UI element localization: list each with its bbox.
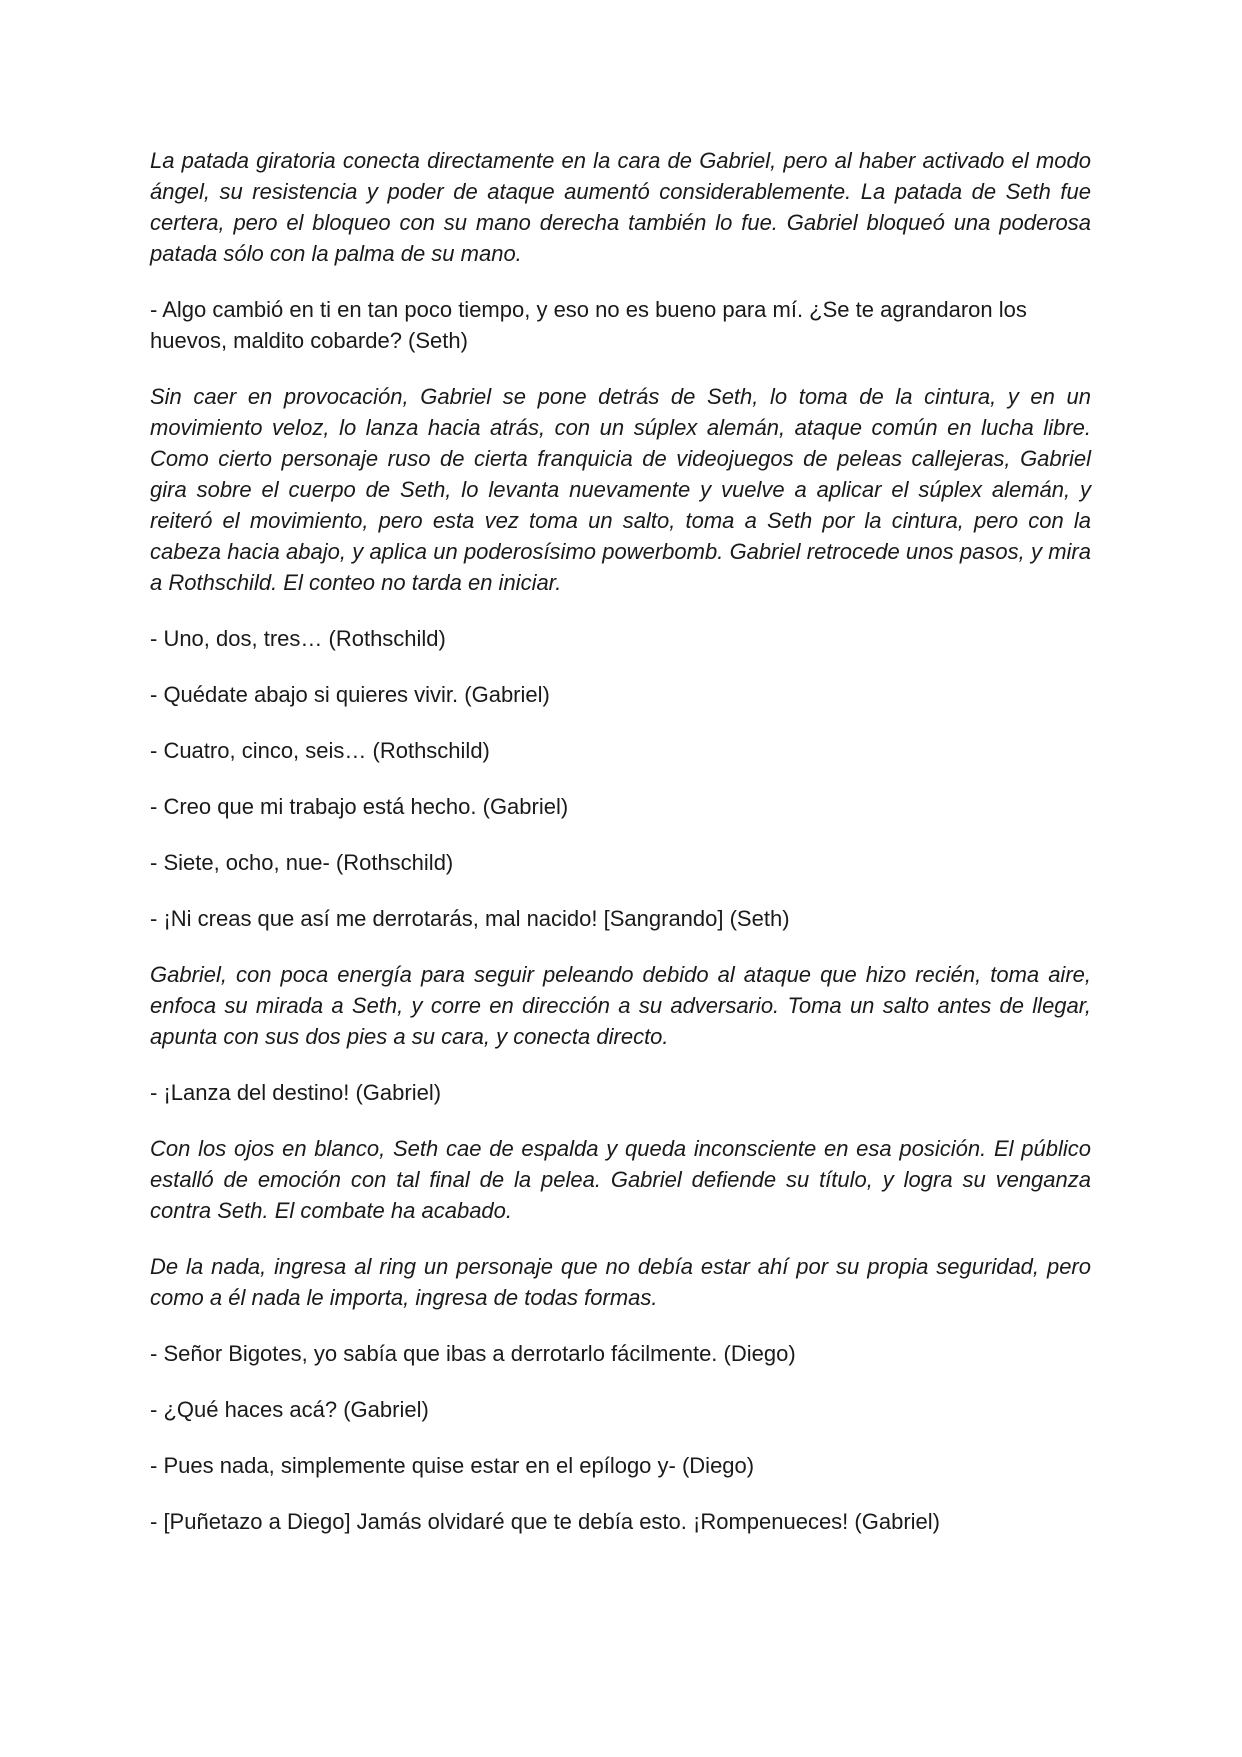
dialogue-line: - ¡Lanza del destino! (Gabriel)	[150, 1080, 442, 1105]
dialogue-line: - Creo que mi trabajo está hecho. (Gabriel)	[150, 794, 569, 819]
dialogue-line: - ¡Ni creas que así me derrotarás, mal nacido! [Sangrando] (Seth)	[150, 906, 790, 931]
document-page	[150, 145, 1091, 1562]
narration-paragraph: La patada giratoria conecta directamente en la cara de Gabriel, pero al haber activado el modo ángel, su resistencia y poder de ataque aumentó considerablemente. La patada de Seth fue certera, pero el bloqueo con su mano derecha también lo fue. Gabriel bloqueó una poderosa patada sólo con la palma de su mano.	[150, 148, 1091, 266]
dialogue-line: - Uno, dos, tres… (Rothschild)	[150, 626, 446, 651]
dialogue-line: - Siete, ocho, nue- (Rothschild)	[150, 850, 454, 875]
dialogue-line: - [Puñetazo a Diego] Jamás olvidaré que te debía esto. ¡Rompenueces! (Gabriel)	[150, 1509, 940, 1534]
dialogue-line: - Señor Bigotes, yo sabía que ibas a derrotarlo fácilmente. (Diego)	[150, 1341, 796, 1366]
narration-paragraph: Con los ojos en blanco, Seth cae de espalda y queda inconsciente en esa posición. El público estalló de emoción con tal final de la pelea. Gabriel defiende su título, y logra su venganza contra Seth. El combate ha acabado.	[150, 1136, 1091, 1223]
narration-paragraph: De la nada, ingresa al ring un personaje que no debía estar ahí por su propia seguridad, pero como a él nada le importa, ingresa de todas formas.	[150, 1254, 1091, 1310]
dialogue-line: - Quédate abajo si quieres vivir. (Gabriel)	[150, 682, 550, 707]
narration-paragraph: Gabriel, con poca energía para seguir peleando debido al ataque que hizo recién, toma aire, enfoca su mirada a Seth, y corre en dirección a su adversario. Toma un salto antes de llegar, apunta con sus dos pies a su cara, y conecta directo.	[150, 962, 1091, 1049]
dialogue-line: - Pues nada, simplemente quise estar en el epílogo y- (Diego)	[150, 1453, 755, 1478]
dialogue-line: - Cuatro, cinco, seis… (Rothschild)	[150, 738, 490, 763]
dialogue-line: - ¿Qué haces acá? (Gabriel)	[150, 1397, 429, 1422]
narration-paragraph: Sin caer en provocación, Gabriel se pone detrás de Seth, lo toma de la cintura, y en un movimiento veloz, lo lanza hacia atrás, con un súplex alemán, ataque común en lucha libre. Como cierto personaje ruso de cierta franquicia de videojuegos de peleas callejeras, Gabriel gira sobre el cuerpo de Seth, lo levanta nuevamente y vuelve a aplicar el súplex alemán, y reiteró el movimiento, pero esta vez toma un salto, toma a Seth por la cintura, pero con la cabeza hacia abajo, y aplica un poderosísimo powerbomb. Gabriel retrocede unos pasos, y mira a Rothschild. El conteo no tarda en iniciar.	[150, 384, 1091, 595]
dialogue-line: - Algo cambió en ti en tan poco tiempo, y eso no es bueno para mí. ¿Se te agrandaron los huevos, maldito cobarde? (Seth)	[150, 297, 1027, 353]
